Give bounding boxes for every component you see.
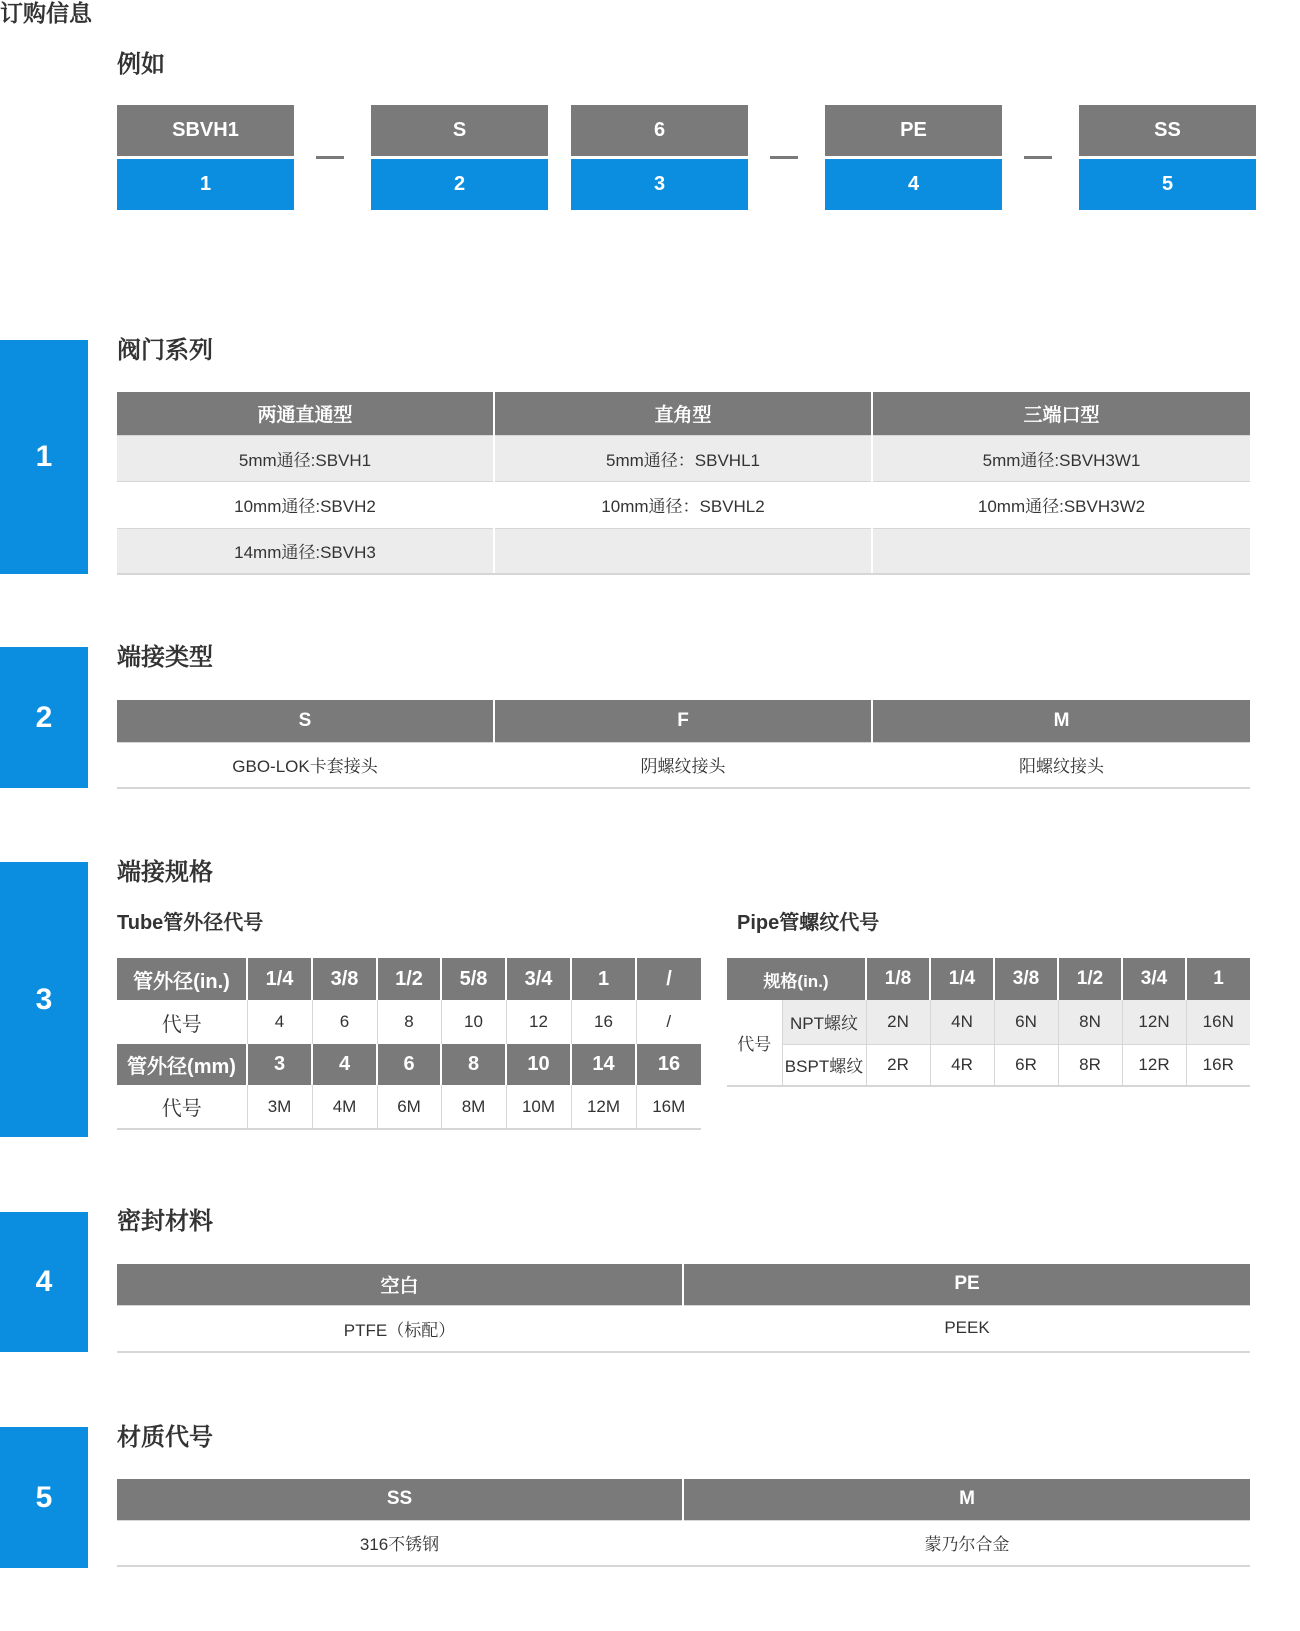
table-cell: 4 bbox=[247, 1000, 312, 1044]
section-number-5: 5 bbox=[0, 1427, 88, 1568]
table-cell: 8R bbox=[1058, 1044, 1122, 1086]
table-header: 1/4 bbox=[930, 958, 994, 1000]
example-code-index: 4 bbox=[825, 159, 1002, 210]
table-cell: 16N bbox=[1186, 1000, 1250, 1044]
table-header: 8 bbox=[441, 1044, 506, 1085]
table-cell: BSPT螺纹 bbox=[782, 1044, 866, 1086]
table-cell: 10M bbox=[506, 1085, 571, 1129]
example-code-value: PE bbox=[825, 105, 1002, 156]
section-title-material-code: 材质代号 bbox=[117, 1424, 213, 1451]
table-row bbox=[117, 528, 1250, 574]
table-row bbox=[117, 1520, 1250, 1566]
table-row bbox=[727, 1044, 1250, 1086]
table-cell: 12R bbox=[1122, 1044, 1186, 1086]
example-code-2 bbox=[371, 105, 548, 212]
table-cell: 6 bbox=[312, 1000, 377, 1044]
table-cell: 4R bbox=[930, 1044, 994, 1086]
table-cell: 2N bbox=[866, 1000, 930, 1044]
section-title-end-type: 端接类型 bbox=[117, 644, 213, 671]
table-header: M bbox=[683, 1479, 1250, 1520]
section-title-valve-series: 阀门系列 bbox=[117, 337, 213, 364]
example-code-index: 3 bbox=[571, 159, 748, 210]
table-header: 管外径(mm) bbox=[117, 1044, 247, 1085]
end-type-table bbox=[117, 700, 1250, 789]
table-cell: 代号 bbox=[117, 1085, 247, 1129]
table-cell: 8N bbox=[1058, 1000, 1122, 1044]
table-cell: 5mm通径:SBVH1 bbox=[117, 435, 494, 481]
table-cell: 4N bbox=[930, 1000, 994, 1044]
page-title: 订购信息 bbox=[0, 0, 92, 26]
table-header: 3 bbox=[247, 1044, 312, 1085]
table-header: F bbox=[494, 700, 872, 742]
table-header: 两通直通型 bbox=[117, 392, 494, 435]
table-cell: 10 bbox=[441, 1000, 506, 1044]
table-header: 直角型 bbox=[494, 392, 872, 435]
table-row bbox=[117, 1000, 701, 1044]
table-cell: 3M bbox=[247, 1085, 312, 1129]
table-cell: 12M bbox=[571, 1085, 636, 1129]
pipe-subtitle: Pipe管螺纹代号 bbox=[737, 912, 880, 934]
section-number-2: 2 bbox=[0, 647, 88, 788]
example-code-4 bbox=[825, 105, 1002, 212]
section-title-end-spec: 端接规格 bbox=[117, 859, 213, 886]
row-group-label: 代号 bbox=[727, 1000, 782, 1086]
example-code-1 bbox=[117, 105, 294, 212]
table-row bbox=[117, 742, 1250, 788]
example-title: 例如 bbox=[117, 51, 165, 78]
table-header: / bbox=[636, 958, 701, 1000]
table-header: S bbox=[117, 700, 494, 742]
table-cell: 阳螺纹接头 bbox=[872, 742, 1250, 788]
example-code-index: 5 bbox=[1079, 159, 1256, 210]
table-header: 1/2 bbox=[1058, 958, 1122, 1000]
table-header: 管外径(in.) bbox=[117, 958, 247, 1000]
table-cell: 4M bbox=[312, 1085, 377, 1129]
tube-subtitle: Tube管外径代号 bbox=[117, 912, 264, 934]
separator-dash bbox=[770, 156, 798, 159]
table-cell: 10mm通径：SBVHL2 bbox=[494, 481, 872, 528]
table-cell: 10mm通径:SBVH3W2 bbox=[872, 481, 1250, 528]
table-cell: / bbox=[636, 1000, 701, 1044]
table-header: 三端口型 bbox=[872, 392, 1250, 435]
table-header: 4 bbox=[312, 1044, 377, 1085]
table-header: SS bbox=[117, 1479, 683, 1520]
table-header: 6 bbox=[377, 1044, 441, 1085]
table-cell: 6M bbox=[377, 1085, 441, 1129]
table-cell: GBO-LOK卡套接头 bbox=[117, 742, 494, 788]
table-header: 14 bbox=[571, 1044, 636, 1085]
example-code-value: S bbox=[371, 105, 548, 156]
table-cell: 8 bbox=[377, 1000, 441, 1044]
table-cell: 阴螺纹接头 bbox=[494, 742, 872, 788]
table-cell: 12 bbox=[506, 1000, 571, 1044]
example-code-value: SS bbox=[1079, 105, 1256, 156]
material-code-table bbox=[117, 1479, 1250, 1567]
table-header: M bbox=[872, 700, 1250, 742]
table-header: 10 bbox=[506, 1044, 571, 1085]
separator-dash bbox=[316, 156, 344, 159]
table-row bbox=[117, 481, 1250, 528]
table-header: 空白 bbox=[117, 1264, 683, 1305]
table-cell bbox=[494, 528, 872, 574]
example-code-3 bbox=[571, 105, 748, 212]
table-header: 3/8 bbox=[994, 958, 1058, 1000]
table-cell: 16M bbox=[636, 1085, 701, 1129]
table-cell: 10mm通径:SBVH2 bbox=[117, 481, 494, 528]
table-cell: 16R bbox=[1186, 1044, 1250, 1086]
table-header: 5/8 bbox=[441, 958, 506, 1000]
table-cell: 2R bbox=[866, 1044, 930, 1086]
example-code-index: 1 bbox=[117, 159, 294, 210]
table-header: 16 bbox=[636, 1044, 701, 1085]
example-code-5 bbox=[1079, 105, 1256, 212]
table-cell: 316不锈钢 bbox=[117, 1520, 683, 1566]
example-code-value: SBVH1 bbox=[117, 105, 294, 156]
pipe-thread-table bbox=[727, 958, 1250, 1087]
table-cell: 5mm通径：SBVHL1 bbox=[494, 435, 872, 481]
table-header: 1/4 bbox=[247, 958, 312, 1000]
table-cell: 14mm通径:SBVH3 bbox=[117, 528, 494, 574]
table-row bbox=[727, 1000, 1250, 1044]
table-cell: PEEK bbox=[683, 1305, 1250, 1352]
table-cell: 12N bbox=[1122, 1000, 1186, 1044]
seal-material-table bbox=[117, 1264, 1250, 1353]
example-code-value: 6 bbox=[571, 105, 748, 156]
tube-od-table bbox=[117, 958, 701, 1130]
table-cell: 5mm通径:SBVH3W1 bbox=[872, 435, 1250, 481]
table-header: 3/4 bbox=[506, 958, 571, 1000]
table-row bbox=[117, 1085, 701, 1129]
table-cell: NPT螺纹 bbox=[782, 1000, 866, 1044]
section-number-1: 1 bbox=[0, 340, 88, 574]
table-header: 1/2 bbox=[377, 958, 441, 1000]
separator-dash bbox=[1024, 156, 1052, 159]
section-number-4: 4 bbox=[0, 1212, 88, 1352]
section-title-seal-material: 密封材料 bbox=[117, 1208, 213, 1235]
table-row bbox=[117, 1305, 1250, 1352]
example-code-index: 2 bbox=[371, 159, 548, 210]
table-header: 1 bbox=[1186, 958, 1250, 1000]
table-cell bbox=[872, 528, 1250, 574]
table-cell: 16 bbox=[571, 1000, 636, 1044]
section-number-3: 3 bbox=[0, 862, 88, 1137]
valve-series-table bbox=[117, 392, 1250, 575]
table-cell: 6N bbox=[994, 1000, 1058, 1044]
table-cell: 6R bbox=[994, 1044, 1058, 1086]
table-header: 1 bbox=[571, 958, 636, 1000]
table-header: 1/8 bbox=[866, 958, 930, 1000]
table-header: 规格(in.) bbox=[727, 958, 866, 1000]
table-header: 3/8 bbox=[312, 958, 377, 1000]
table-cell: 代号 bbox=[161, 1013, 202, 1036]
table-cell: 8M bbox=[441, 1085, 506, 1129]
table-header: PE bbox=[683, 1264, 1250, 1305]
table-row bbox=[117, 435, 1250, 481]
table-header: 3/4 bbox=[1122, 958, 1186, 1000]
table-cell: PTFE（标配） bbox=[117, 1305, 683, 1352]
table-cell: 蒙乃尔合金 bbox=[683, 1520, 1250, 1566]
